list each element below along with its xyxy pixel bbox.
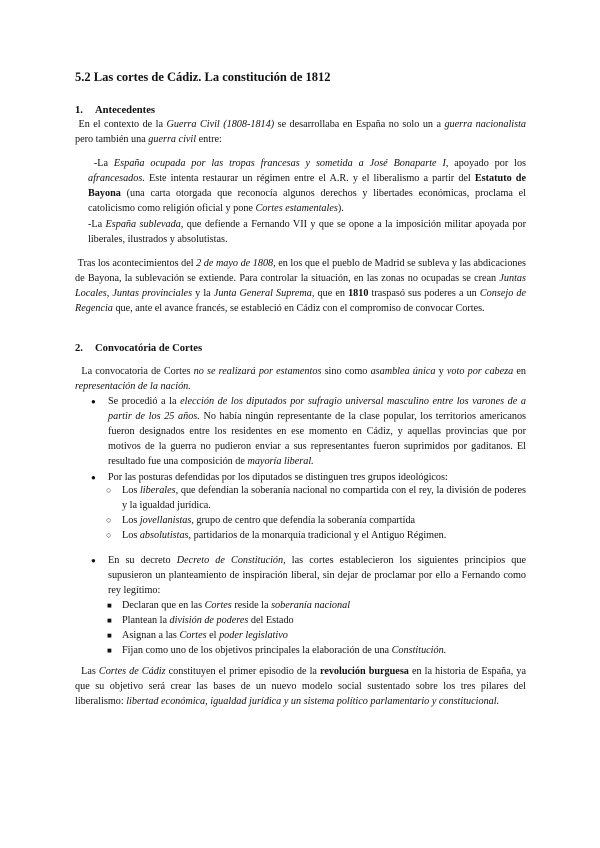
principle-soberania: Declaran que en las Cortes reside la soberanía nacional: [122, 600, 351, 611]
circle-bullet-icon: ○: [106, 515, 112, 525]
paragraph-context: En el contexto de la Guerra Civil (1808-1814) se desarrollaba en España no solo un a guerra nacionalista pero también una guerra civil entre:: [75, 119, 527, 145]
sub-item-jovellanistas: Los jovellanistas, grupo de centro que defendía la soberanía compartida: [122, 515, 416, 526]
principle-poder-legislativo: Asignan a las Cortes el poder legislativo: [122, 630, 288, 641]
section-title: Convocatória de Cortes: [95, 343, 203, 354]
paragraph-revolucion-burguesa: Las Cortes de Cádiz constituyen el primer episodio de la revolución burguesa en la historia de España, ya que su objetivo será crear las bases de un nuevo modelo social sustentado sobre los tres pilares del liberalismo: libertad económica, igualdad jurídica y un sistema político parlamentario y constitucional.: [75, 666, 526, 707]
paragraph-juntas: Tras los acontecimientos del 2 de mayo de 1808, en los que el pueblo de Madrid se subleva y las abdicaciones de Bayona, la sublevación se extiende. Para controlar la situación, en las zonas no ocupadas se crean Juntas Locales, Juntas provinciales y la Junta General Suprema, que en 1810 traspasó sus poderes a un Consejo de Regencia que, ante el avance francés, se estableció en Cádiz con el compromiso de convocar Cortes.: [75, 258, 527, 314]
square-bullet-icon: ■: [107, 646, 112, 655]
bullet-dot-icon: ●: [91, 473, 96, 482]
section-number: 1.: [75, 105, 83, 116]
bullet-eleccion-diputados: Se procedió a la elección de los diputados por sufragio universal masculino entre los varones de a partir de los 25 años. No había ningún representante de la clase popular, los territorios americanos fueron designados entre los residentes en ese momento en Cádiz, y aquellas provincias que por motivos de la guerra no pudieron enviar a sus representantes fueron suprimidos por gaditanos. El resultado fue una composición de mayoría liberal.: [108, 396, 526, 467]
bullet-decreto-constitucion: En su decreto Decreto de Constitución, las cortes establecieron los siguientes principios que supusieron un planteamiento de inspiración liberal, sin dejar de proclamar por ello a Fernando como rey legítimo:: [108, 555, 526, 596]
principle-division-poderes: Plantean la división de poderes del Estado: [122, 615, 294, 626]
section-title: Antecedentes: [95, 105, 156, 116]
section-heading-convocatoria: [75, 341, 202, 356]
page-title: 5.2 Las cortes de Cádiz. La constitución de 1812: [75, 70, 331, 84]
circle-bullet-icon: ○: [106, 530, 112, 540]
circle-bullet-icon: ○: [106, 485, 112, 495]
square-bullet-icon: ■: [107, 616, 112, 625]
square-bullet-icon: ■: [107, 631, 112, 640]
bullet-dot-icon: ●: [91, 397, 96, 406]
bullet-grupos-ideologicos: Por las posturas defendidas por los diputados se distinguen tres grupos ideológicos:: [108, 472, 448, 483]
sub-item-liberales: Los liberales, que defendían la soberanía nacional no compartida con el rey, la división de poderes y la igualdad jurídica.: [122, 485, 526, 511]
paragraph-espana-sublevada: -La España sublevada, que defiende a Fernando VII y que se opone a la imposición militar apoyada por liberales, ilustrados y absolutistas.: [88, 219, 526, 245]
paragraph-convocatoria: La convocatoria de Cortes no se realizará por estamentos sino como asamblea única y voto por cabeza en representación de la nación.: [75, 366, 527, 392]
square-bullet-icon: ■: [107, 601, 112, 610]
sub-item-absolutistas: Los absolutistas, partidarios de la monarquía tradicional y el Antiguo Régimen.: [122, 530, 447, 541]
bullet-dot-icon: ●: [91, 556, 96, 565]
section-number: 2.: [75, 343, 83, 354]
principle-constitucion: Fijan como uno de los objetivos principales la elaboración de una Constitución.: [122, 645, 447, 656]
section-heading-antecedentes: [75, 103, 155, 118]
paragraph-espana-ocupada: -La España ocupada por las tropas francesas y sometida a José Bonaparte I, apoyado por los afrancesados. Este intenta restaurar un régimen entre el A.R. y el liberalismo a partir del Estatuto de Bayona (una carta otorgada que reconocía algunos derechos y libertades económicas, proclama el catolicismo como religión oficial y pone Cortes estamentales).: [88, 158, 527, 214]
